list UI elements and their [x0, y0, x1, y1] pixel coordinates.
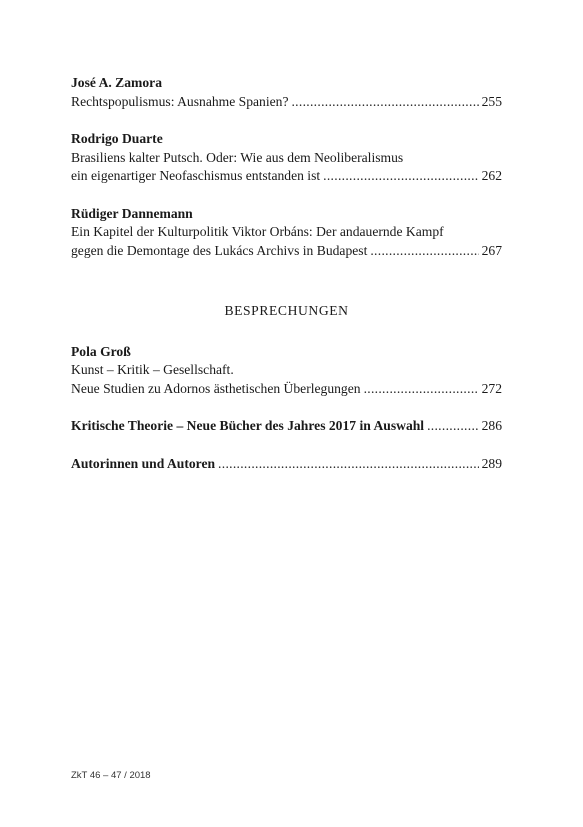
dot-leader — [427, 417, 479, 436]
dot-leader — [370, 242, 478, 261]
toc-entry — [71, 205, 502, 261]
page-number: 267 — [481, 242, 502, 258]
table-of-contents — [71, 74, 502, 492]
page-footer: ZkT 46 – 47 / 2018 — [71, 770, 151, 781]
page-number: 289 — [481, 455, 502, 471]
toc-entry — [71, 130, 502, 186]
entry-title: ein eigenartiger Neofaschismus entstanden ist — [71, 168, 321, 183]
entry-author: Rüdiger Dannemann — [71, 205, 193, 221]
section-heading: BESPRECHUNGEN — [224, 303, 349, 318]
dot-leader — [218, 455, 479, 474]
entry-author: Rodrigo Duarte — [71, 131, 163, 146]
entry-title: Kunst – Kritik – Gesellschaft. — [71, 362, 234, 377]
entry-title: Kritische Theorie – Neue Bücher des Jahres 2017 in Auswahl — [71, 418, 425, 433]
entry-title: Brasiliens kalter Putsch. Oder: Wie aus dem Neoliberalismus — [71, 149, 404, 165]
toc-entry — [71, 417, 502, 436]
toc-entry — [71, 455, 502, 474]
dot-leader — [364, 380, 479, 399]
entry-title-line — [71, 93, 502, 112]
toc-entry — [71, 74, 502, 111]
toc-entry — [71, 343, 502, 399]
entry-title-line — [71, 242, 502, 261]
entry-title-line — [71, 380, 502, 399]
entry-title: Neue Studien zu Adornos ästhetischen Überlegungen — [71, 380, 361, 396]
entry-title: Autorinnen und Autoren — [71, 455, 216, 471]
page-number: 255 — [481, 93, 502, 109]
entry-title-line — [71, 455, 502, 474]
entry-title-line — [71, 167, 502, 186]
entry-title-line — [71, 417, 502, 436]
page-number: 272 — [481, 380, 502, 396]
entry-title: gegen die Demontage des Lukács Archivs in Budapest — [71, 242, 368, 258]
page-number: 286 — [481, 418, 502, 433]
entry-title: Ein Kapitel der Kulturpolitik Viktor Orbáns: Der andauernde Kampf — [71, 224, 444, 239]
entry-title: Rechtspopulismus: Ausnahme Spanien? — [71, 93, 289, 109]
entry-author: Pola Groß — [71, 343, 131, 359]
dot-leader — [323, 167, 478, 186]
page-number: 262 — [481, 168, 502, 183]
dot-leader — [291, 93, 478, 112]
entry-author: José A. Zamora — [71, 75, 162, 90]
